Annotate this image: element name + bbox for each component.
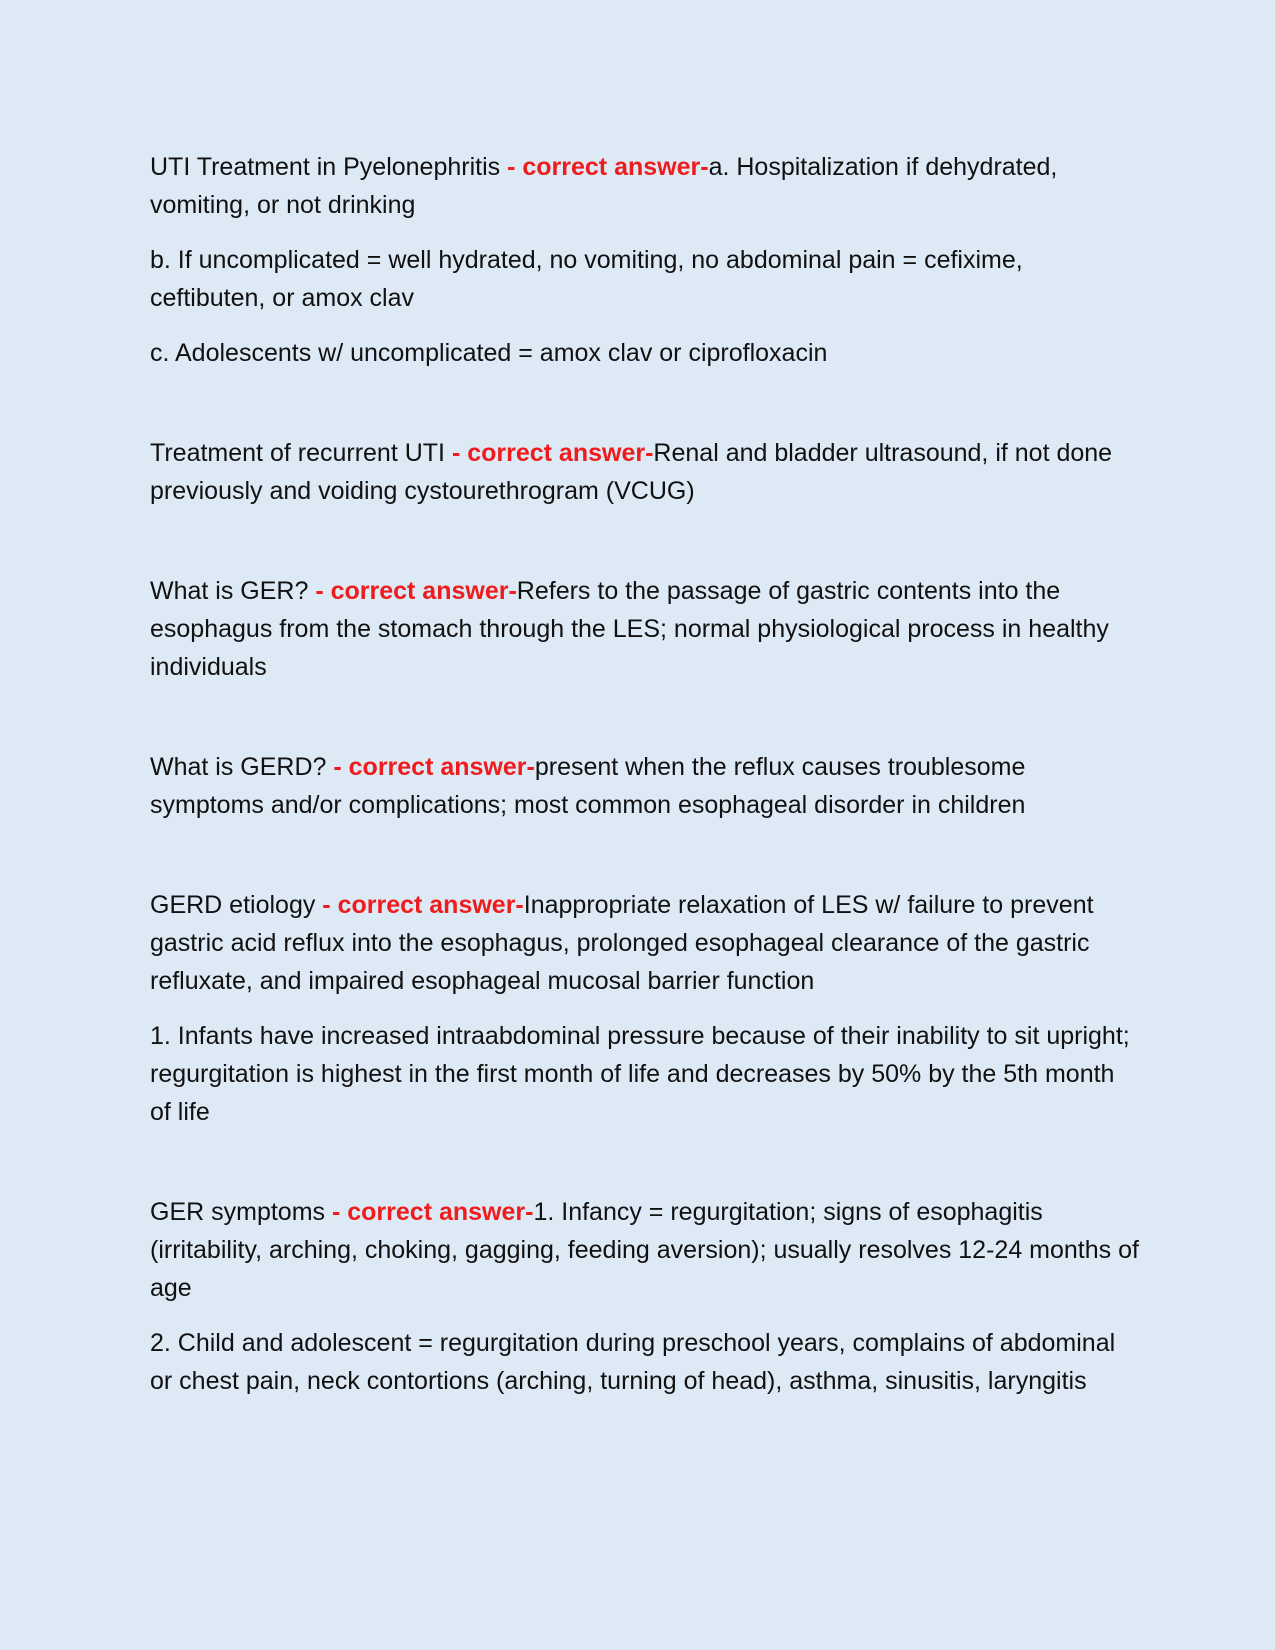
answer-text: 1. Infancy = regurgitation; signs of esophagitis (irritability, arching, choking, gagging, feeding aversion); usually resolves 12-24 months of age: [150, 1198, 1139, 1302]
answer-continuation: 2. Child and adolescent = regurgitation during preschool years, complains of abdominal or chest pain, neck contortions (arching, turning of head), asthma, sinusitis, laryngitis: [150, 1329, 1116, 1395]
correct-answer-separator: - correct answer-: [315, 577, 517, 605]
qa-entry-recurrent-uti: [150, 434, 1140, 510]
qa-question: [150, 748, 1140, 824]
term-text: What is GERD?: [150, 753, 334, 781]
correct-answer-separator: - correct answer-: [507, 153, 709, 181]
answer-text: present when the reflux causes troublesome symptoms and/or complications; most common esophageal disorder in children: [150, 753, 1026, 819]
entry-spacer: [150, 841, 1140, 886]
correct-answer-separator: - correct answer-: [322, 891, 524, 919]
qa-question: [150, 886, 1140, 1000]
qa-entry-what-is-ger: [150, 572, 1140, 686]
qa-question: [150, 148, 1140, 224]
qa-question: [150, 1193, 1140, 1307]
term-text: GER symptoms: [150, 1198, 332, 1226]
answer-continuation: c. Adolescents w/ uncomplicated = amox clav or ciprofloxacin: [150, 339, 828, 367]
correct-answer-separator: - correct answer-: [333, 753, 535, 781]
entry-spacer: [150, 1148, 1140, 1193]
answer-text: a. Hospitalization if dehydrated, vomiting, or not drinking: [150, 153, 1058, 219]
answer-continuation: b. If uncomplicated = well hydrated, no vomiting, no abdominal pain = cefixime, ceftibuten, or amox clav: [150, 246, 1023, 312]
term-text: GERD etiology: [150, 891, 323, 919]
qa-entry-gerd-etiology: [150, 886, 1140, 1131]
correct-answer-separator: - correct answer-: [451, 439, 654, 467]
answer-text: Refers to the passage of gastric contents into the esophagus from the stomach through the LES; normal physiological process in healthy individuals: [150, 577, 1109, 681]
correct-answer-separator: - correct answer-: [331, 1198, 534, 1226]
entry-spacer: [150, 527, 1140, 572]
entry-spacer: [150, 703, 1140, 748]
term-text: What is GER?: [150, 577, 316, 605]
qa-question: [150, 434, 1140, 510]
entry-spacer: [150, 389, 1140, 434]
answer-continuation: 1. Infants have increased intraabdominal pressure because of their inability to sit upright; regurgitation is highest in the first month of life and decreases by 50% by the 5th month of life: [150, 1022, 1130, 1126]
answer-text: Inappropriate relaxation of LES w/ failure to prevent gastric acid reflux into the esophagus, prolonged esophageal clearance of the gastric refluxate, and impaired esophageal mucosal barrier function: [150, 891, 1094, 995]
document-page: [150, 148, 1140, 1417]
qa-entry-uti-pyelonephritis: [150, 148, 1140, 372]
qa-entry-ger-symptoms: [150, 1193, 1140, 1400]
qa-question: [150, 572, 1140, 686]
term-text: UTI Treatment in Pyelonephritis: [150, 153, 508, 181]
term-text: Treatment of recurrent UTI: [150, 439, 452, 467]
qa-entry-what-is-gerd: [150, 748, 1140, 824]
answer-text: Renal and bladder ultrasound, if not done previously and voiding cystourethrogram (VCUG): [150, 439, 1113, 505]
